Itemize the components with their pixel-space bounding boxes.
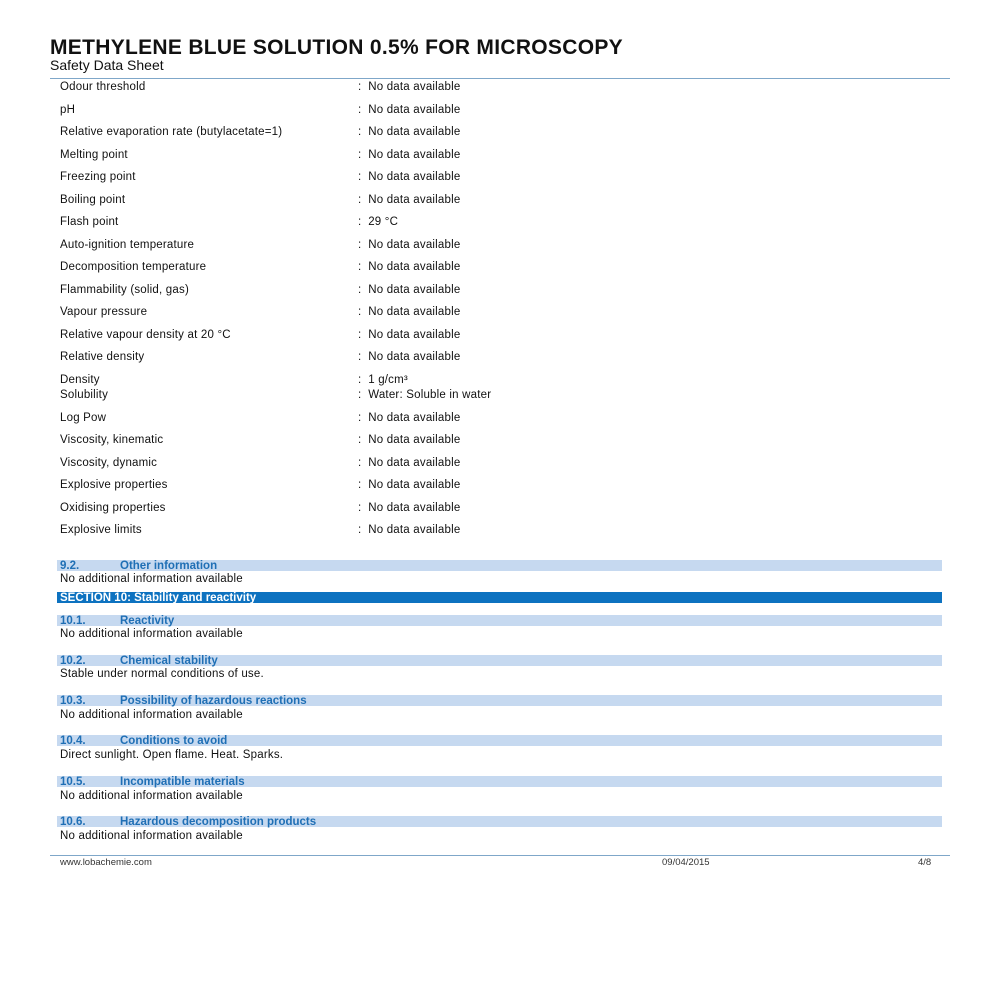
property-row <box>60 328 940 343</box>
property-row <box>60 215 940 230</box>
property-row <box>60 80 940 95</box>
property-label: Boiling point <box>60 193 126 206</box>
property-row <box>60 170 940 185</box>
property-row <box>60 433 940 448</box>
property-separator: : <box>358 501 362 514</box>
property-value <box>358 170 460 185</box>
property-value-text: No data available <box>368 328 461 341</box>
property-value-text: No data available <box>368 306 461 318</box>
property-label: Melting point <box>60 148 128 161</box>
property-row <box>60 238 940 253</box>
property-label: Vapour pressure <box>60 306 148 318</box>
property-value <box>358 103 460 118</box>
property-label: Freezing point <box>60 171 136 183</box>
property-label: Relative evaporation rate (butylacetate=1) <box>60 126 283 138</box>
subsection-text: Stable under normal conditions of use. <box>60 668 264 680</box>
property-value-text: No data available <box>368 171 461 183</box>
property-label: Density <box>60 374 100 386</box>
property-value <box>358 125 460 140</box>
property-row <box>60 148 940 163</box>
property-separator: : <box>358 148 362 161</box>
property-value <box>358 148 460 163</box>
property-label: Log Pow <box>60 411 107 424</box>
property-row <box>60 193 940 208</box>
property-value-text: No data available <box>368 456 461 469</box>
property-separator: : <box>358 411 362 424</box>
property-separator: : <box>358 306 362 318</box>
subsection-header-other-information <box>57 560 942 571</box>
property-value-text: No data available <box>368 479 461 491</box>
subsection-title: Possibility of hazardous reactions <box>120 695 307 707</box>
property-row <box>60 501 940 516</box>
property-separator: : <box>358 524 362 536</box>
property-label: Explosive limits <box>60 524 142 536</box>
property-value <box>358 433 460 448</box>
subsection-text: Direct sunlight. Open flame. Heat. Sparks. <box>60 749 284 761</box>
property-separator: : <box>358 238 362 251</box>
property-row <box>60 373 940 388</box>
property-value <box>358 501 460 516</box>
property-value-text: No data available <box>368 501 461 514</box>
property-separator: : <box>358 193 362 206</box>
property-row <box>60 125 940 140</box>
property-separator: : <box>358 456 362 469</box>
property-value-text: No data available <box>368 148 461 161</box>
property-value <box>358 411 460 426</box>
property-label: Flammability (solid, gas) <box>60 283 189 296</box>
subsection-header-decomposition-products <box>57 816 942 827</box>
property-value-text: 1 g/cm³ <box>368 374 408 386</box>
property-value <box>358 283 460 298</box>
footer-divider <box>50 855 950 856</box>
property-row <box>60 260 940 275</box>
subsection-number: 10.3. <box>60 695 86 707</box>
subsection-title: Reactivity <box>120 615 175 627</box>
property-value <box>358 350 460 365</box>
property-label: Relative density <box>60 351 145 363</box>
property-value <box>358 523 460 538</box>
property-label: Oxidising properties <box>60 501 166 514</box>
property-separator: : <box>358 434 362 446</box>
property-separator: : <box>358 261 362 273</box>
property-separator: : <box>358 479 362 491</box>
property-value <box>358 328 460 343</box>
footer-date: 09/04/2015 <box>662 857 710 868</box>
property-value <box>358 238 460 253</box>
property-separator: : <box>358 216 362 228</box>
header-divider <box>50 78 950 79</box>
property-value <box>358 80 460 95</box>
subsection-title: Other information <box>120 560 218 572</box>
property-separator: : <box>358 171 362 183</box>
property-value-text: No data available <box>368 434 461 446</box>
subsection-text: No additional information available <box>60 830 243 842</box>
property-value <box>358 373 408 388</box>
property-value-text: No data available <box>368 103 461 116</box>
subsection-number: 10.2. <box>60 655 86 667</box>
property-value-text: No data available <box>368 411 461 424</box>
property-separator: : <box>358 81 362 93</box>
property-separator: : <box>358 351 362 363</box>
section-title: SECTION 10: Stability and reactivity <box>60 592 257 604</box>
footer-website: www.lobachemie.com <box>60 857 152 868</box>
document-title: METHYLENE BLUE SOLUTION 0.5% FOR MICROSCOPY <box>50 36 623 59</box>
property-value-text: No data available <box>368 81 461 93</box>
property-value <box>358 388 491 403</box>
property-value-text: 29 °C <box>368 216 399 228</box>
subsection-text: No additional information available <box>60 573 243 585</box>
property-separator: : <box>358 103 362 116</box>
property-separator: : <box>358 126 362 138</box>
property-label: Odour threshold <box>60 81 146 93</box>
subsection-title: Conditions to avoid <box>120 735 228 747</box>
property-label: pH <box>60 103 76 116</box>
property-separator: : <box>358 374 362 386</box>
subsection-title: Incompatible materials <box>120 776 245 788</box>
subsection-header-chemical-stability <box>57 655 942 666</box>
property-label: Relative vapour density at 20 °C <box>60 328 231 341</box>
property-label: Auto-ignition temperature <box>60 238 195 251</box>
property-label: Decomposition temperature <box>60 261 207 273</box>
property-row <box>60 523 940 538</box>
subsection-number: 10.1. <box>60 615 86 627</box>
property-value <box>358 215 398 230</box>
property-value-text: No data available <box>368 261 461 273</box>
property-row <box>60 411 940 426</box>
property-value <box>358 193 460 208</box>
property-label: Explosive properties <box>60 479 168 491</box>
property-value <box>358 305 460 320</box>
subsection-number: 10.6. <box>60 816 86 828</box>
subsection-header-hazardous-reactions <box>57 695 942 706</box>
subsection-number: 10.5. <box>60 776 86 788</box>
property-separator: : <box>358 283 362 296</box>
property-value <box>358 456 460 471</box>
property-value <box>358 260 460 275</box>
subsection-number: 10.4. <box>60 735 86 747</box>
property-label: Flash point <box>60 216 119 228</box>
property-separator: : <box>358 328 362 341</box>
subsection-header-conditions-to-avoid <box>57 735 942 746</box>
property-row <box>60 350 940 365</box>
property-value-text: No data available <box>368 283 461 296</box>
property-value-text: No data available <box>368 193 461 206</box>
property-label: Solubility <box>60 389 109 401</box>
subsection-number: 9.2. <box>60 560 80 572</box>
property-row <box>60 283 940 298</box>
property-row <box>60 388 940 403</box>
subsection-title: Hazardous decomposition products <box>120 816 317 828</box>
property-row <box>60 103 940 118</box>
subsection-text: No additional information available <box>60 628 243 640</box>
property-value-text: Water: Soluble in water <box>368 389 492 401</box>
property-row <box>60 305 940 320</box>
property-row <box>60 478 940 493</box>
property-value-text: No data available <box>368 238 461 251</box>
property-value-text: No data available <box>368 524 461 536</box>
property-value <box>358 478 460 493</box>
property-label: Viscosity, kinematic <box>60 434 164 446</box>
section-header-stability-reactivity <box>57 592 942 603</box>
property-value-text: No data available <box>368 126 461 138</box>
property-row <box>60 456 940 471</box>
subsection-header-incompatible-materials <box>57 776 942 787</box>
property-label: Viscosity, dynamic <box>60 456 158 469</box>
property-value-text: No data available <box>368 351 461 363</box>
subsection-header-reactivity <box>57 615 942 626</box>
subsection-text: No additional information available <box>60 790 243 802</box>
document-subtitle: Safety Data Sheet <box>50 57 164 73</box>
subsection-text: No additional information available <box>60 709 243 721</box>
footer-page-number: 4/8 <box>918 857 932 868</box>
subsection-title: Chemical stability <box>120 655 218 667</box>
property-separator: : <box>358 389 362 401</box>
